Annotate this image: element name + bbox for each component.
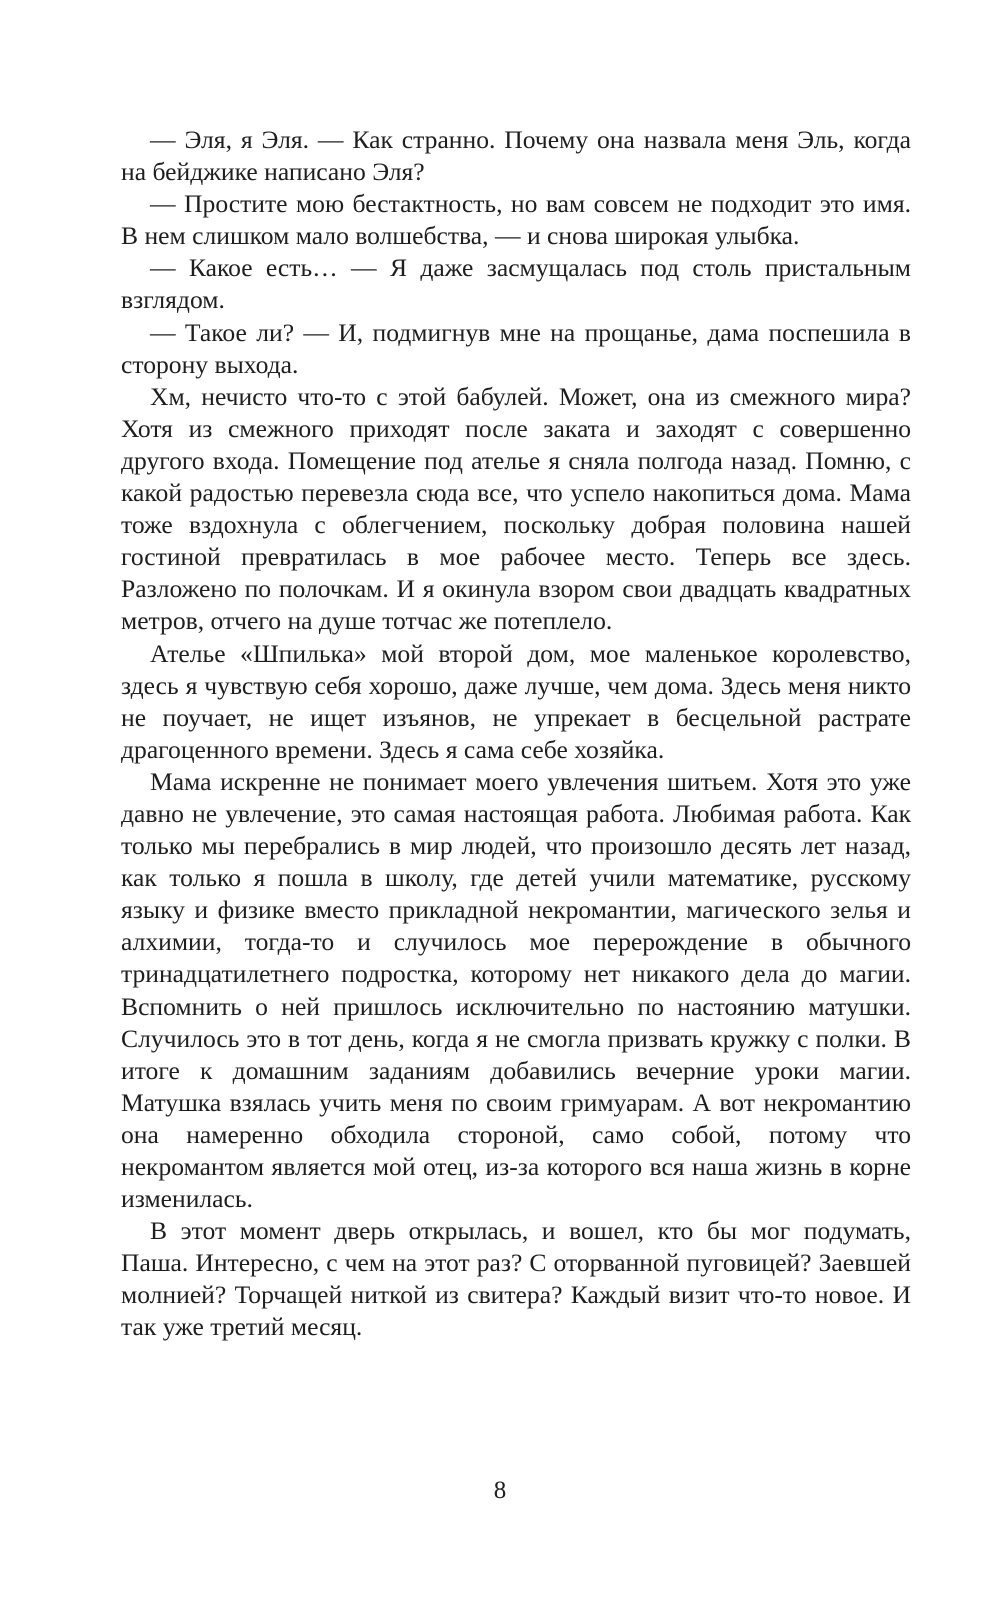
body-text: [121, 124, 911, 1344]
paragraph-narration-1: Хм, нечисто что-то с этой бабулей. Может, она из смежного мира? Хотя из смежного приходят после заката и заходят с совершенно другого входа. Помещение под ателье я сняла полгода назад. Помню, с какой радостью перевезла сюда все, что успело накопиться дома. Мама тоже вздохнула с облегчением, поскольку добрая половина нашей гостиной превратилась в мое рабочее место. Теперь все здесь. Разложено по полочкам. И я окинула взором свои двадцать квадратных метров, отчего на душе тотчас же потеплело.: [121, 381, 911, 636]
paragraph-dialogue-4: — Такое ли? — И, подмигнув мне на прощанье, дама поспешила в сторону выхода.: [121, 317, 911, 379]
paragraph-narration-4: В этот момент дверь открылась, и вошел, кто бы мог подумать, Паша. Интересно, с чем на этот раз? С оторванной пуговицей? Заевшей молнией? Торчащей ниткой из свитера? Каждый визит что-то новое. И так уже третий месяц.: [121, 1216, 911, 1342]
paragraph-narration-3: Мама искренне не понимает моего увлечения шитьем. Хотя это уже давно не увлечение, это самая настоящая работа. Любимая работа. Как только мы перебрались в мир людей, что произошло десять лет назад, как только я пошла в школу, где детей учили математике, русскому языку и физике вместо прикладной некромантии, магического зелья и алхимии, тогда-то и случилось мое перерождение в обычного тринадцатилетнего подростка, которому нет никакого дела до магии. Вспомнить о ней пришлось исключительно по настоянию матушки. Случилось это в тот день, когда я не смогла призвать кружку с полки. В итоге к домашним заданиям добавились вечерние уроки магии. Матушка взялась учить меня по своим гримуарам. А вот некромантию она намеренно обходила стороной, само собой, потому что некромантом является мой отец, из-за которого вся наша жизнь в корне изменилась.: [121, 766, 911, 1214]
paragraph-dialogue-1: — Эля, я Эля. — Как странно. Почему она назвала меня Эль, когда на бейджике написано Эля?: [121, 125, 911, 187]
paragraph-dialogue-3: — Какое есть… — Я даже засмущалась под столь пристальным взглядом.: [121, 253, 911, 315]
page-number: 8: [493, 1477, 507, 1504]
paragraph-dialogue-2: — Простите мою бестактность, но вам совсем не подходит это имя. В нем слишком мало волшебства, — и снова широкая улыбка.: [121, 189, 911, 251]
paragraph-narration-2: Ателье «Шпилька» мой второй дом, мое маленькое королевство, здесь я чувствую себя хорошо, даже лучше, чем дома. Здесь меня никто не поучает, не ищет изъянов, не упрекает в бесцельной растрате драгоценного времени. Здесь я сама себе хозяйка.: [121, 638, 911, 764]
